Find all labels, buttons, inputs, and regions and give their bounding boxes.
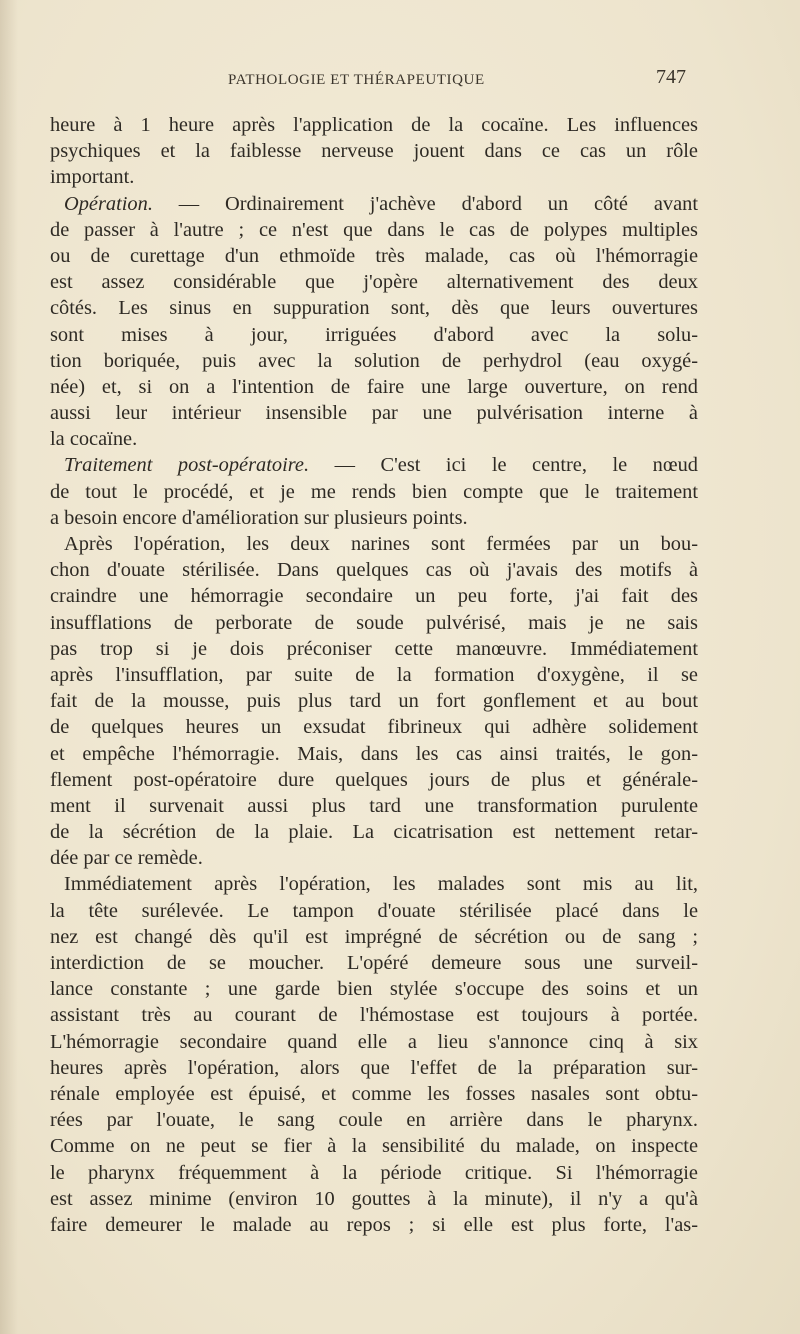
- section-heading: Opération.: [64, 192, 153, 215]
- section-heading: Traitement post-opératoire.: [64, 454, 310, 477]
- line-text: de tout le procédé, et je me rends bien compte que le traitement: [50, 480, 698, 503]
- line-text: ou de curettage d'un ethmoïde très malade, cas où l'hémorragie: [50, 244, 698, 267]
- text-line: [50, 1160, 698, 1186]
- text-line: [50, 1133, 698, 1159]
- line-text: de quelques heures un exsudat fibrineux qui adhère solidement: [50, 716, 698, 739]
- line-text: — C'est ici le centre, le nœud: [309, 454, 698, 477]
- text-line: [50, 348, 698, 374]
- text-line: [50, 1186, 698, 1212]
- line-text: important.: [50, 166, 135, 189]
- line-text: Après l'opération, les deux narines sont fermées par un bou-: [64, 533, 698, 555]
- text-line: [50, 767, 698, 793]
- line-text: heure à 1 heure après l'application de la cocaïne. Les influences: [50, 114, 698, 136]
- line-text: de la sécrétion de la plaie. La cicatrisation est nettement retar-: [50, 821, 698, 844]
- line-text: le pharynx fréquemment à la période critique. Si l'hémorragie: [50, 1161, 698, 1184]
- page-number: 747: [656, 66, 686, 88]
- text-line: [50, 295, 698, 321]
- text-line: [50, 741, 698, 767]
- text-line: [50, 714, 698, 740]
- text-line: [50, 636, 698, 662]
- line-text: la tête surélevée. Le tampon d'ouate stérilisée placé dans le: [50, 899, 698, 922]
- text-line: [50, 400, 698, 426]
- text-line: [50, 164, 698, 190]
- line-text: aussi leur intérieur insensible par une pulvérisation interne à: [50, 402, 698, 425]
- text-line: [50, 1055, 698, 1081]
- line-text: Comme on ne peut se fier à la sensibilité du malade, on inspecte: [50, 1135, 698, 1158]
- text-line: [50, 452, 698, 478]
- text-line: [50, 1002, 698, 1028]
- running-title: PATHOLOGIE ET THÉRAPEUTIQUE: [228, 72, 485, 88]
- line-text: — Ordinairement j'achève d'abord un côté avant: [152, 192, 698, 215]
- text-line: [50, 479, 698, 505]
- body-text: [50, 112, 698, 1238]
- text-line: [50, 583, 698, 609]
- line-text: psychiques et la faiblesse nerveuse jouent dans ce cas un rôle: [50, 140, 698, 163]
- line-text: craindre une hémorragie secondaire un peu forte, j'ai fait des: [50, 585, 698, 608]
- text-line: [50, 610, 698, 636]
- line-text: après l'insufflation, par suite de la formation d'oxygène, il se: [50, 663, 698, 686]
- line-text: chon d'ouate stérilisée. Dans quelques cas où j'avais des motifs à: [50, 559, 698, 582]
- text-line: [50, 112, 698, 138]
- line-text: lance constante ; une garde bien stylée s'occupe des soins et un: [50, 978, 698, 1001]
- text-line: [50, 557, 698, 583]
- text-line: [50, 950, 698, 976]
- line-text: Immédiatement après l'opération, les malades sont mis au lit,: [64, 873, 698, 896]
- line-text: interdiction de se moucher. L'opéré demeure sous une surveil-: [50, 952, 698, 974]
- text-line: [50, 217, 698, 243]
- text-line: [50, 976, 698, 1002]
- text-line: [50, 531, 698, 557]
- line-text: flement post-opératoire dure quelques jours de plus et générale-: [50, 768, 698, 791]
- line-text: faire demeurer le malade au repos ; si elle est plus forte, l'as-: [50, 1213, 698, 1236]
- text-line: [50, 138, 698, 164]
- text-line: [50, 505, 698, 531]
- text-line: [50, 845, 698, 871]
- text-line: [50, 1081, 698, 1107]
- line-text: côtés. Les sinus en suppuration sont, dès que leurs ouvertures: [50, 297, 698, 320]
- line-text: insufflations de perborate de soude pulvérisé, mais je ne sais: [50, 611, 698, 634]
- line-text: nez est changé dès qu'il est imprégné de sécrétion ou de sang ;: [50, 925, 698, 948]
- line-text: née) et, si on a l'intention de faire une large ouverture, on rend: [50, 375, 698, 398]
- line-text: la cocaïne.: [50, 428, 138, 451]
- line-text: et empêche l'hémorragie. Mais, dans les cas ainsi traités, le gon-: [50, 742, 698, 765]
- line-text: L'hémorragie secondaire quand elle a lieu s'annonce cinq à six: [50, 1030, 698, 1053]
- line-text: assistant très au courant de l'hémostase est toujours à portée.: [50, 1004, 698, 1027]
- line-text: fait de la mousse, puis plus tard un fort gonflement et au bout: [50, 690, 698, 713]
- line-text: rénale employée est épuisé, et comme les fosses nasales sont obtu-: [50, 1082, 698, 1105]
- text-line: [50, 374, 698, 400]
- text-line: [50, 1029, 698, 1055]
- line-text: est assez minime (environ 10 gouttes à la minute), il n'y a qu'à: [50, 1187, 698, 1210]
- text-line: [50, 688, 698, 714]
- line-text: ment il survenait aussi plus tard une transformation purulente: [50, 794, 698, 817]
- line-text: sont mises à jour, irriguées d'abord avec la solu-: [50, 323, 698, 346]
- text-line: [50, 662, 698, 688]
- text-line: [50, 819, 698, 845]
- line-text: heures après l'opération, alors que l'effet de la préparation sur-: [50, 1056, 698, 1079]
- line-text: dée par ce remède.: [50, 847, 203, 870]
- text-line: [50, 1107, 698, 1133]
- text-line: [50, 1212, 698, 1238]
- text-line: [50, 191, 698, 217]
- line-text: de passer à l'autre ; ce n'est que dans le cas de polypes multiples: [50, 218, 698, 241]
- line-text: rées par l'ouate, le sang coule en arrière dans le pharynx.: [50, 1109, 698, 1132]
- line-text: a besoin encore d'amélioration sur plusieurs points.: [50, 506, 468, 529]
- line-text: tion boriquée, puis avec la solution de perhydrol (eau oxygé-: [50, 349, 698, 372]
- text-line: [50, 793, 698, 819]
- text-line: [50, 243, 698, 269]
- text-line: [50, 269, 698, 295]
- text-line: [50, 322, 698, 348]
- line-text: pas trop si je dois préconiser cette manœuvre. Immédiatement: [50, 637, 698, 660]
- text-line: [50, 871, 698, 897]
- page-gutter-shadow: [0, 0, 18, 1334]
- line-text: est assez considérable que j'opère alternativement des deux: [50, 271, 698, 294]
- text-line: [50, 426, 698, 452]
- text-line: [50, 924, 698, 950]
- text-line: [50, 898, 698, 924]
